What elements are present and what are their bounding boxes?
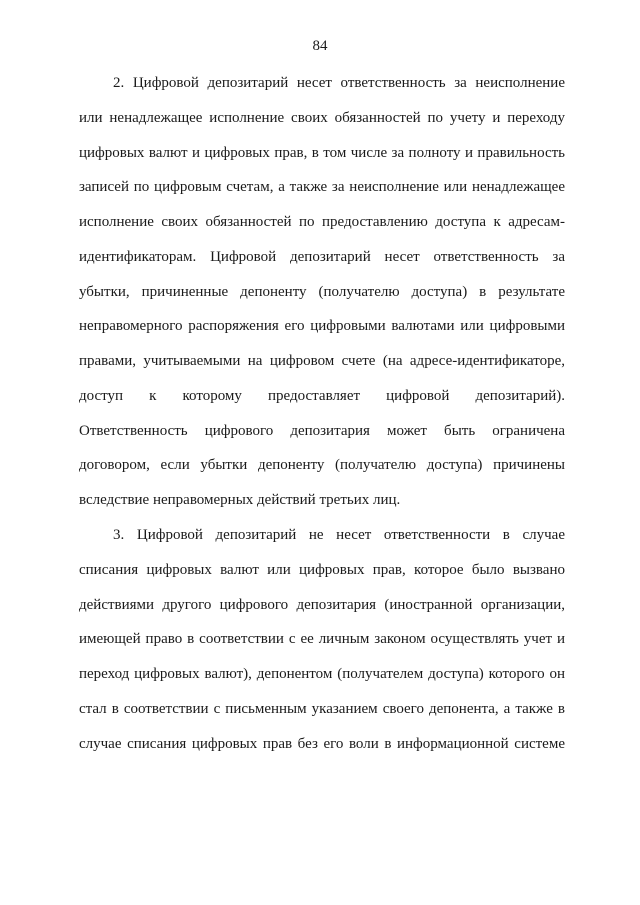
text-line: записей по цифровым счетам, а также за неисполнение или ненадлежащее bbox=[79, 179, 565, 196]
page-number: 84 bbox=[312, 38, 328, 54]
text-line: цифровых валют и цифровых прав, в том числе за полноту и правильность bbox=[79, 144, 565, 161]
text-line: списания цифровых валют или цифровых прав, которое было вызвано bbox=[79, 561, 565, 578]
paragraph-2 bbox=[79, 66, 565, 518]
text-line: идентификаторам. Цифровой депозитарий несет ответственность за bbox=[79, 248, 565, 265]
text-line: договором, если убытки депоненту (получателю доступа) причинены bbox=[79, 457, 565, 474]
text-line: или ненадлежащее исполнение своих обязанностей по учету и переходу bbox=[79, 109, 565, 126]
text-line: имеющей право в соответствии с ее личным законом осуществлять учет и bbox=[79, 631, 565, 648]
text-line: правами, учитываемыми на цифровом счете (на адресе-идентификаторе, bbox=[79, 353, 565, 369]
text-line: доступ к которому предоставляет цифровой депозитарий). bbox=[79, 387, 565, 404]
text-line: исполнение своих обязанностей по предоставлению доступа к адресам- bbox=[79, 214, 565, 230]
text-line: убытки, причиненные депоненту (получателю доступа) в результате bbox=[79, 283, 565, 300]
text-line: стал в соответствии с письменным указанием своего депонента, а также в bbox=[79, 700, 565, 717]
text-line: неправомерного распоряжения его цифровыми валютами или цифровыми bbox=[79, 318, 565, 335]
text-line: переход цифровых валют), депонентом (получателем доступа) которого он bbox=[79, 666, 565, 682]
paragraph-3 bbox=[79, 518, 565, 761]
text-line: действиями другого цифрового депозитария (иностранной организации, bbox=[79, 596, 565, 613]
text-line: вследствие неправомерных действий третьих лиц. bbox=[79, 492, 401, 508]
text-line: Ответственность цифрового депозитария может быть ограничена bbox=[79, 422, 565, 439]
text-line: 2. Цифровой депозитарий несет ответственность за неисполнение bbox=[113, 75, 565, 91]
text-line: 3. Цифровой депозитарий не несет ответственности в случае bbox=[113, 527, 565, 543]
text-line: случае списания цифровых прав без его воли в информационной системе bbox=[79, 735, 565, 752]
